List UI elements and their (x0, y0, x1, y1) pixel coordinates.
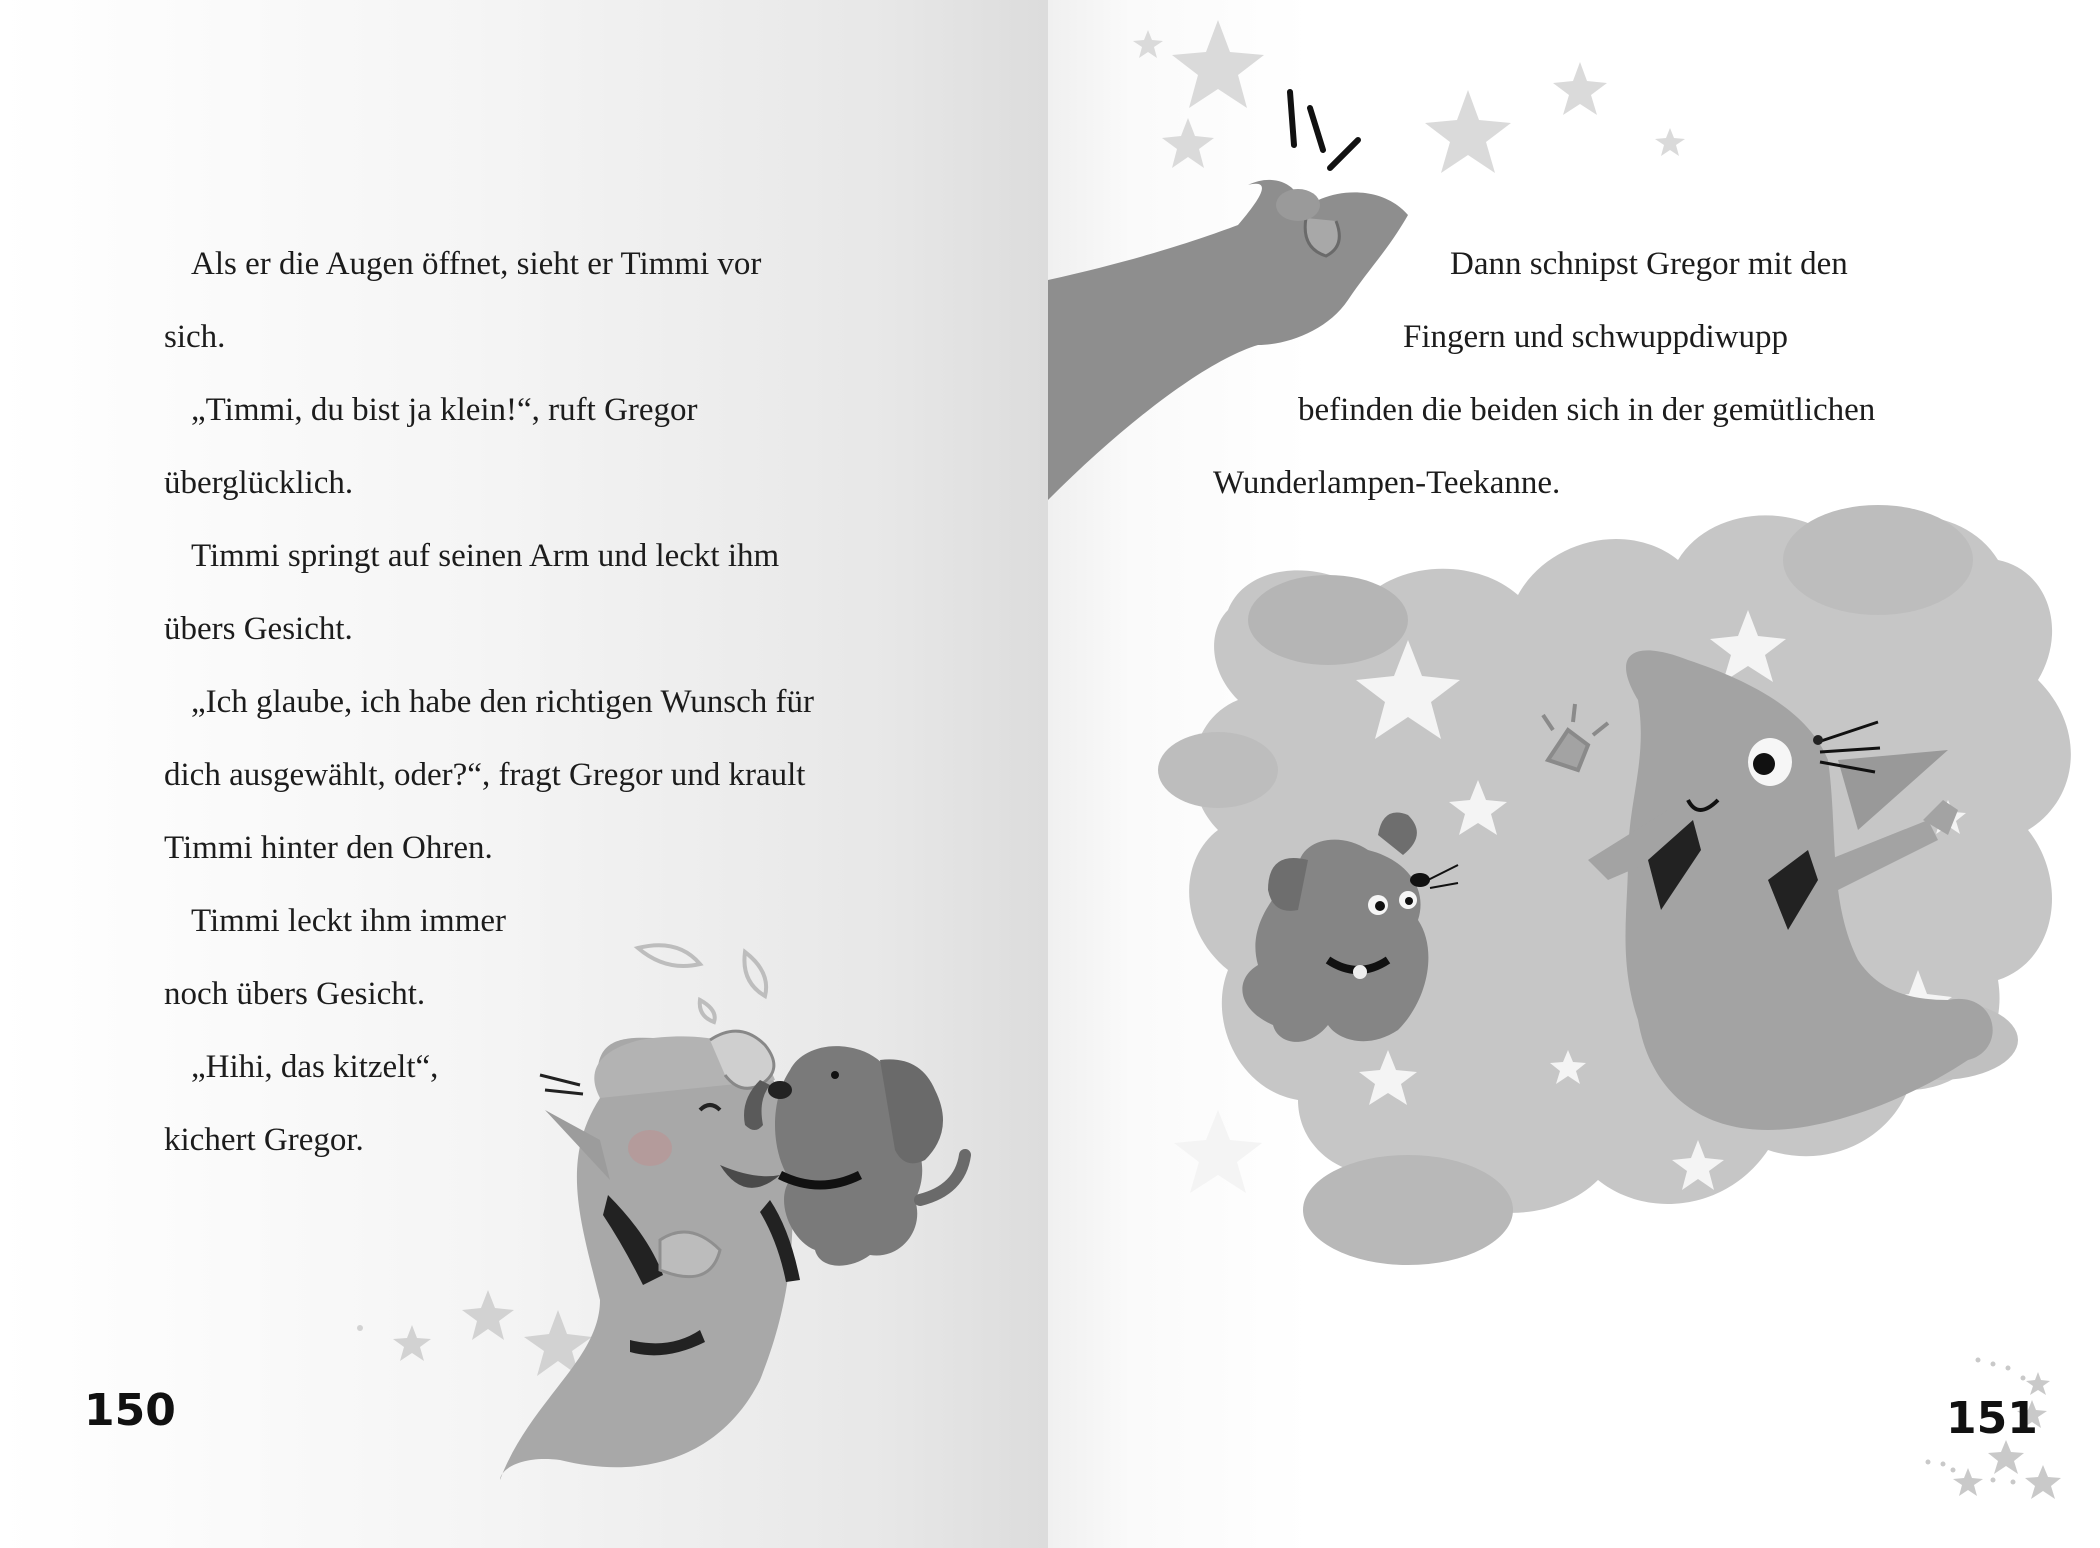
text-line: Timmi hinter den Ohren. (164, 830, 493, 866)
text-line: überglücklich. (164, 465, 354, 501)
right-page-text (1048, 228, 2100, 520)
right-page (1048, 0, 2100, 1548)
text-line: Wunderlampen-Teekanne. (1213, 465, 1561, 501)
text-line: dich ausgewählt, oder?“, fragt Gregor und krault (164, 757, 806, 793)
text-line: „Hihi, das kitzelt“, (191, 1049, 439, 1085)
page-number: 150 (84, 1385, 176, 1436)
text-line: sich. (164, 319, 226, 355)
text-line: befinden die beiden sich in der gemütlichen (1298, 392, 1876, 428)
text-line: Timmi leckt ihm immer (191, 903, 507, 939)
snap-lines (1290, 92, 1358, 168)
text-line: Als er die Augen öffnet, sieht er Timmi vor (191, 246, 762, 282)
text-line: Timmi springt auf seinen Arm und leckt ihm (191, 538, 780, 574)
text-line: kichert Gregor. (164, 1122, 364, 1158)
text-line: übers Gesicht. (164, 611, 353, 647)
left-page-text (164, 228, 814, 1177)
text-line: „Timmi, du bist ja klein!“, ruft Gregor (191, 392, 698, 428)
text-line: Dann schnipst Gregor mit den (1450, 246, 1848, 282)
text-line: noch übers Gesicht. (164, 976, 426, 1012)
sparkle-stars (357, 1290, 592, 1376)
sparkle-stars (1133, 20, 1685, 173)
text-line: Fingern und schwuppdiwupp (1403, 319, 1788, 355)
page-number: 151 (1946, 1393, 2038, 1444)
text-line: „Ich glaube, ich habe den richtigen Wunsch für (191, 684, 814, 720)
left-page (0, 0, 1048, 1548)
